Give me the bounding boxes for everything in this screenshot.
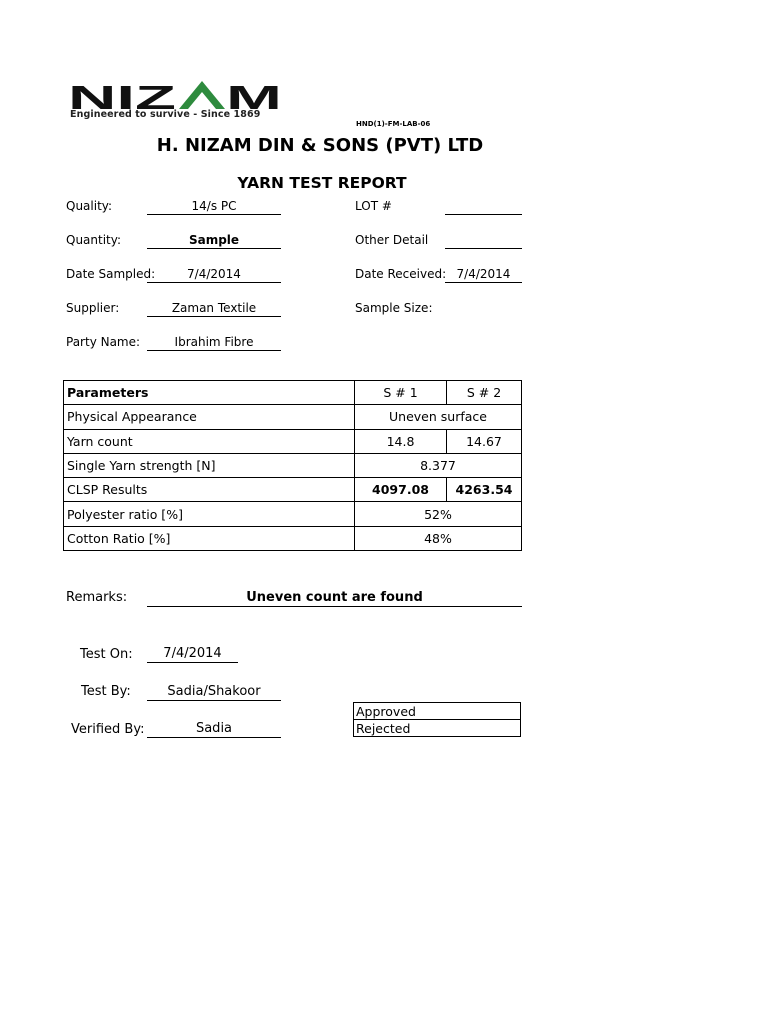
- form-code: HND(1)-FM-LAB-06: [356, 120, 431, 128]
- table-row: [64, 405, 522, 429]
- single-yarn-strength-value: 8.377: [355, 453, 522, 477]
- s2-header: S # 2: [447, 381, 522, 405]
- logo-tagline: Engineered to survive - Since 1869: [70, 109, 261, 120]
- test-on-value: 7/4/2014: [147, 646, 238, 663]
- date-sampled-value: 7/4/2014: [147, 267, 281, 283]
- remarks-value: Uneven count are found: [147, 590, 522, 607]
- verified-by-label: Verified By:: [71, 722, 145, 737]
- lot-value: [445, 199, 522, 215]
- supplier-value: Zaman Textile: [147, 301, 281, 317]
- other-detail-label: Other Detail: [355, 233, 429, 247]
- clsp-s2: 4263.54: [447, 478, 522, 502]
- supplier-label: Supplier:: [66, 301, 120, 315]
- report-title: YARN TEST REPORT: [237, 174, 407, 192]
- quality-value: 14/s PC: [147, 199, 281, 215]
- date-received-value: 7/4/2014: [445, 267, 522, 283]
- table-row: [64, 453, 522, 477]
- date-received-label: Date Received:: [355, 267, 447, 281]
- s1-header: S # 1: [355, 381, 447, 405]
- svg-text:M: M: [226, 79, 282, 116]
- parameters-table: [63, 380, 522, 551]
- table-row: [64, 478, 522, 502]
- approval-status-table: [353, 702, 521, 737]
- party-name-value: Ibrahim Fibre: [147, 335, 281, 351]
- table-row: [64, 526, 522, 550]
- remarks-label: Remarks:: [66, 590, 128, 605]
- date-sampled-label: Date Sampled:: [66, 267, 156, 281]
- table-header-row: [64, 381, 522, 405]
- cotton-ratio-label: Cotton Ratio [%]: [64, 526, 355, 550]
- physical-appearance-label: Physical Appearance: [64, 405, 355, 429]
- clsp-label: CLSP Results: [64, 478, 355, 502]
- yarn-count-label: Yarn count: [64, 429, 355, 453]
- test-by-value: Sadia/Shakoor: [147, 684, 281, 701]
- lot-label: LOT #: [355, 199, 392, 213]
- table-row: [64, 502, 522, 526]
- physical-appearance-value: Uneven surface: [355, 405, 522, 429]
- other-detail-value: [445, 233, 522, 249]
- sample-size-label: Sample Size:: [355, 301, 433, 315]
- test-by-label: Test By:: [81, 684, 131, 699]
- party-name-label: Party Name:: [66, 335, 141, 349]
- company-name: H. NIZAM DIN & SONS (PVT) LTD: [156, 135, 484, 156]
- approved-option[interactable]: Approved: [354, 703, 521, 720]
- quality-label: Quality:: [66, 199, 113, 213]
- cotton-ratio-value: 48%: [355, 526, 522, 550]
- table-row: [64, 429, 522, 453]
- yarn-count-s1: 14.8: [355, 429, 447, 453]
- single-yarn-strength-label: Single Yarn strength [N]: [64, 453, 355, 477]
- yarn-count-s2: 14.67: [447, 429, 522, 453]
- rejected-option[interactable]: Rejected: [354, 720, 521, 737]
- quantity-label: Quantity:: [66, 233, 122, 247]
- clsp-s1: 4097.08: [355, 478, 447, 502]
- quantity-value: Sample: [147, 233, 281, 249]
- logo-roof-icon: [179, 81, 225, 109]
- test-on-label: Test On:: [80, 647, 133, 662]
- parameters-header: Parameters: [64, 381, 355, 405]
- verified-by-value: Sadia: [147, 721, 281, 738]
- svg-text:NIZ: NIZ: [68, 79, 176, 116]
- polyester-ratio-value: 52%: [355, 502, 522, 526]
- polyester-ratio-label: Polyester ratio [%]: [64, 502, 355, 526]
